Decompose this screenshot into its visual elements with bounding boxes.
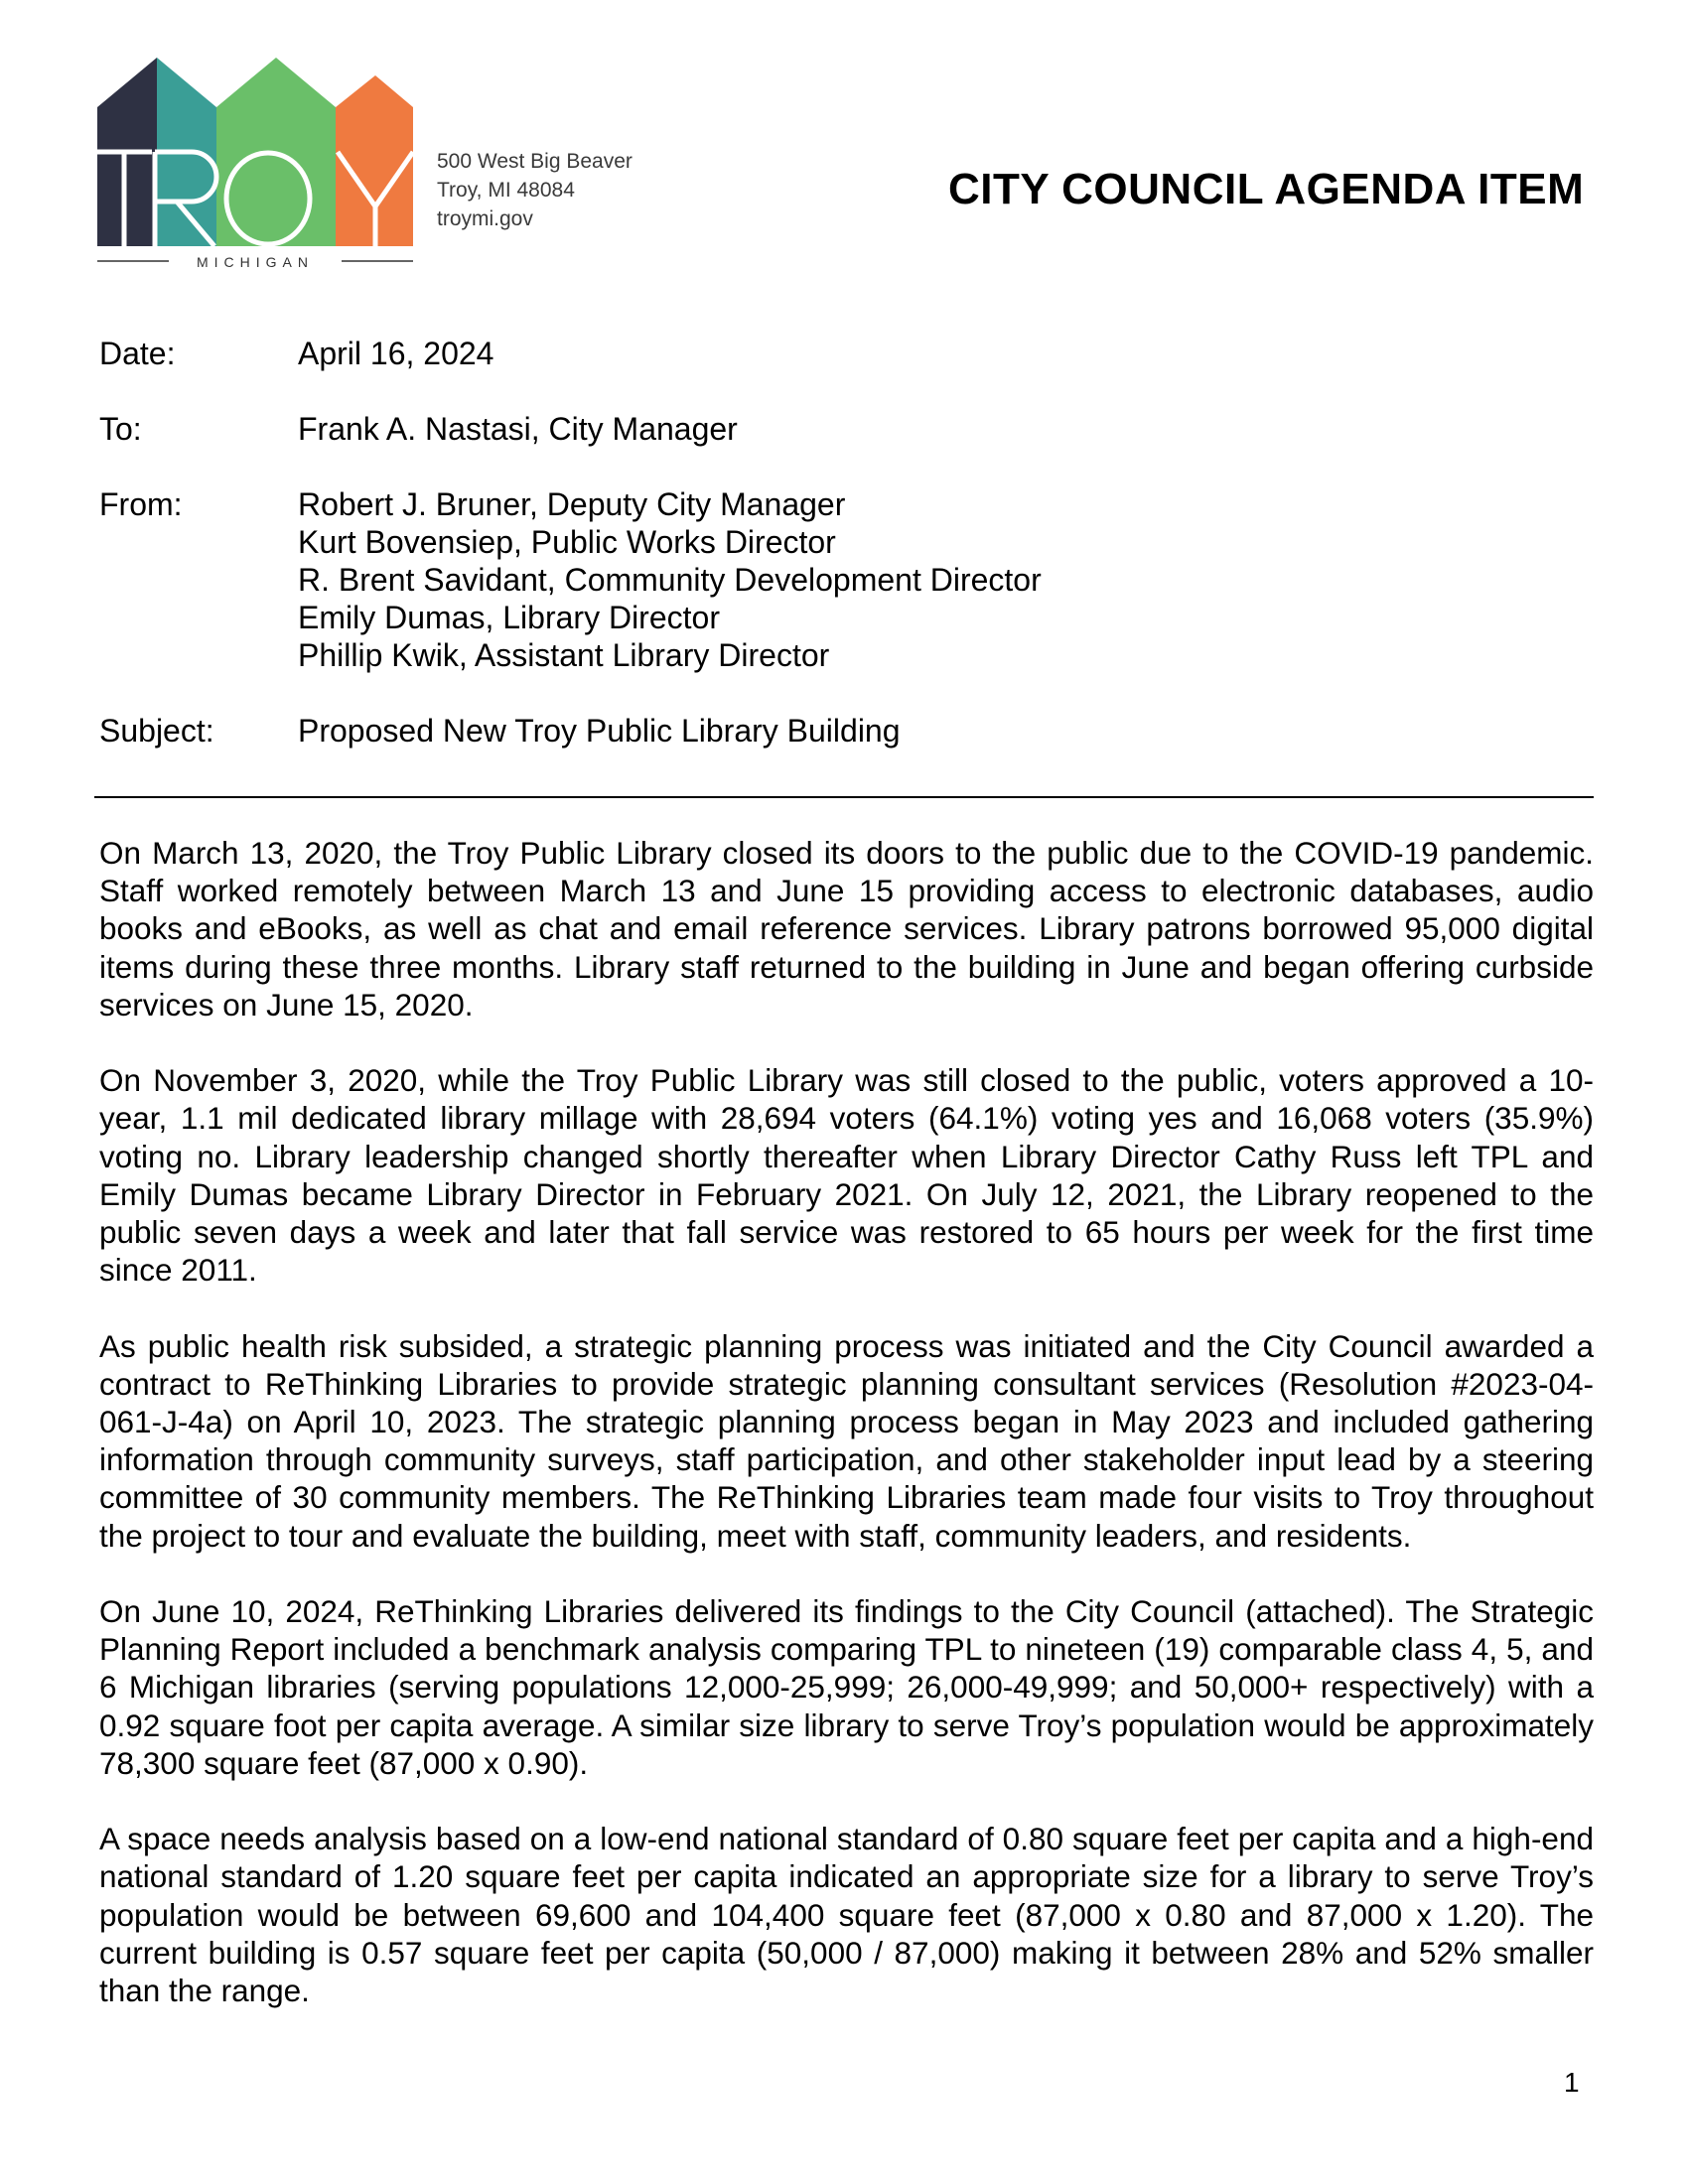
address-block (437, 147, 633, 233)
from-person: R. Brent Savidant, Community Development Director (298, 562, 1042, 598)
troy-michigan-logo (97, 58, 413, 272)
address-line2: Troy, MI 48084 (437, 179, 575, 202)
body-paragraph: As public health risk subsided, a strategic planning process was initiated and the City Council awarded a contract to ReThinking Libraries to provide strategic planning consultant services (Resolution #2023-04-061-J-4a) on April 10, 2023. The strategic planning process began in May 2023 and included gathering information through community surveys, staff participation, and other stakeholder input lead by a steering committee of 30 community members. The ReThinking Libraries team made four visits to Troy throughout the project to tour and evaluate the building, meet with staff, community leaders, and residents. (99, 1327, 1594, 1554)
date-label: Date: (99, 336, 176, 371)
logo-subtext: MICHIGAN (197, 254, 314, 270)
date-value: April 16, 2024 (298, 336, 494, 371)
body-paragraph: A space needs analysis based on a low-end national standard of 0.80 square feet per capita and a high-end national standard of 1.20 square feet per capita indicated an appropriate size for a library to serve Troy’s population would be between 69,600 and 104,400 square feet (87,000 x 0.80 and 87,000 x 1.20). The current building is 0.57 square feet per capita (50,000 / 87,000) making it between 28% and 52% smaller than the range. (99, 1821, 1594, 2009)
header-divider (94, 796, 1594, 798)
letterhead (0, 0, 1688, 298)
to-label: To: (99, 411, 142, 447)
from-list (298, 485, 1042, 712)
subject-label: Subject: (99, 713, 214, 749)
page-number: 1 (1564, 2067, 1580, 2098)
body-paragraph: On November 3, 2020, while the Troy Public Library was still closed to the public, voters approved a 10-year, 1.1 mil dedicated library millage with 28,694 voters (64.1%) voting yes and 16,068 voters (35.9%) voting no. Library leadership changed shortly thereafter when Library Director Cathy Russ left TPL and Emily Dumas became Library Director in February 2021. On July 12, 2021, the Library reopened to the public seven days a week and later that fall service was restored to 65 hours per week for the first time since 2011. (99, 1062, 1594, 1289)
address-line1: 500 West Big Beaver (437, 150, 633, 173)
from-person: Robert J. Bruner, Deputy City Manager (298, 486, 846, 522)
to-value: Frank A. Nastasi, City Manager (298, 411, 738, 447)
memo-header (99, 335, 1599, 750)
website: troymi.gov (437, 207, 533, 230)
from-label: From: (99, 486, 183, 522)
date-row (99, 335, 1599, 410)
from-row (99, 485, 1599, 712)
agenda-title: CITY COUNCIL AGENDA ITEM (948, 165, 1585, 213)
subject-row (99, 712, 1599, 750)
memo-body (99, 834, 1594, 2047)
from-person: Emily Dumas, Library Director (298, 600, 720, 635)
to-row (99, 410, 1599, 485)
from-person: Kurt Bovensiep, Public Works Director (298, 524, 836, 560)
body-paragraph: On June 10, 2024, ReThinking Libraries delivered its findings to the City Council (attached). The Strategic Planning Report included a benchmark analysis comparing TPL to nineteen (19) comparable class 4, 5, and 6 Michigan libraries (serving populations 12,000-25,999; 26,000-49,999; and 50,000+ respectively) with a 0.92 square foot per capita average. A similar size library to serve Troy’s population would be approximately 78,300 square feet (87,000 x 0.90). (99, 1593, 1594, 1781)
from-person: Phillip Kwik, Assistant Library Director (298, 637, 830, 673)
body-paragraph: On March 13, 2020, the Troy Public Library closed its doors to the public due to the COVID-19 pandemic. Staff worked remotely between March 13 and June 15 providing access to electronic databases, audio books and eBooks, as well as chat and email reference services. Library patrons borrowed 95,000 digital items during these three months. Library staff returned to the building in June and began offering curbside services on June 15, 2020. (99, 835, 1594, 1023)
subject-value: Proposed New Troy Public Library Building (298, 713, 901, 749)
